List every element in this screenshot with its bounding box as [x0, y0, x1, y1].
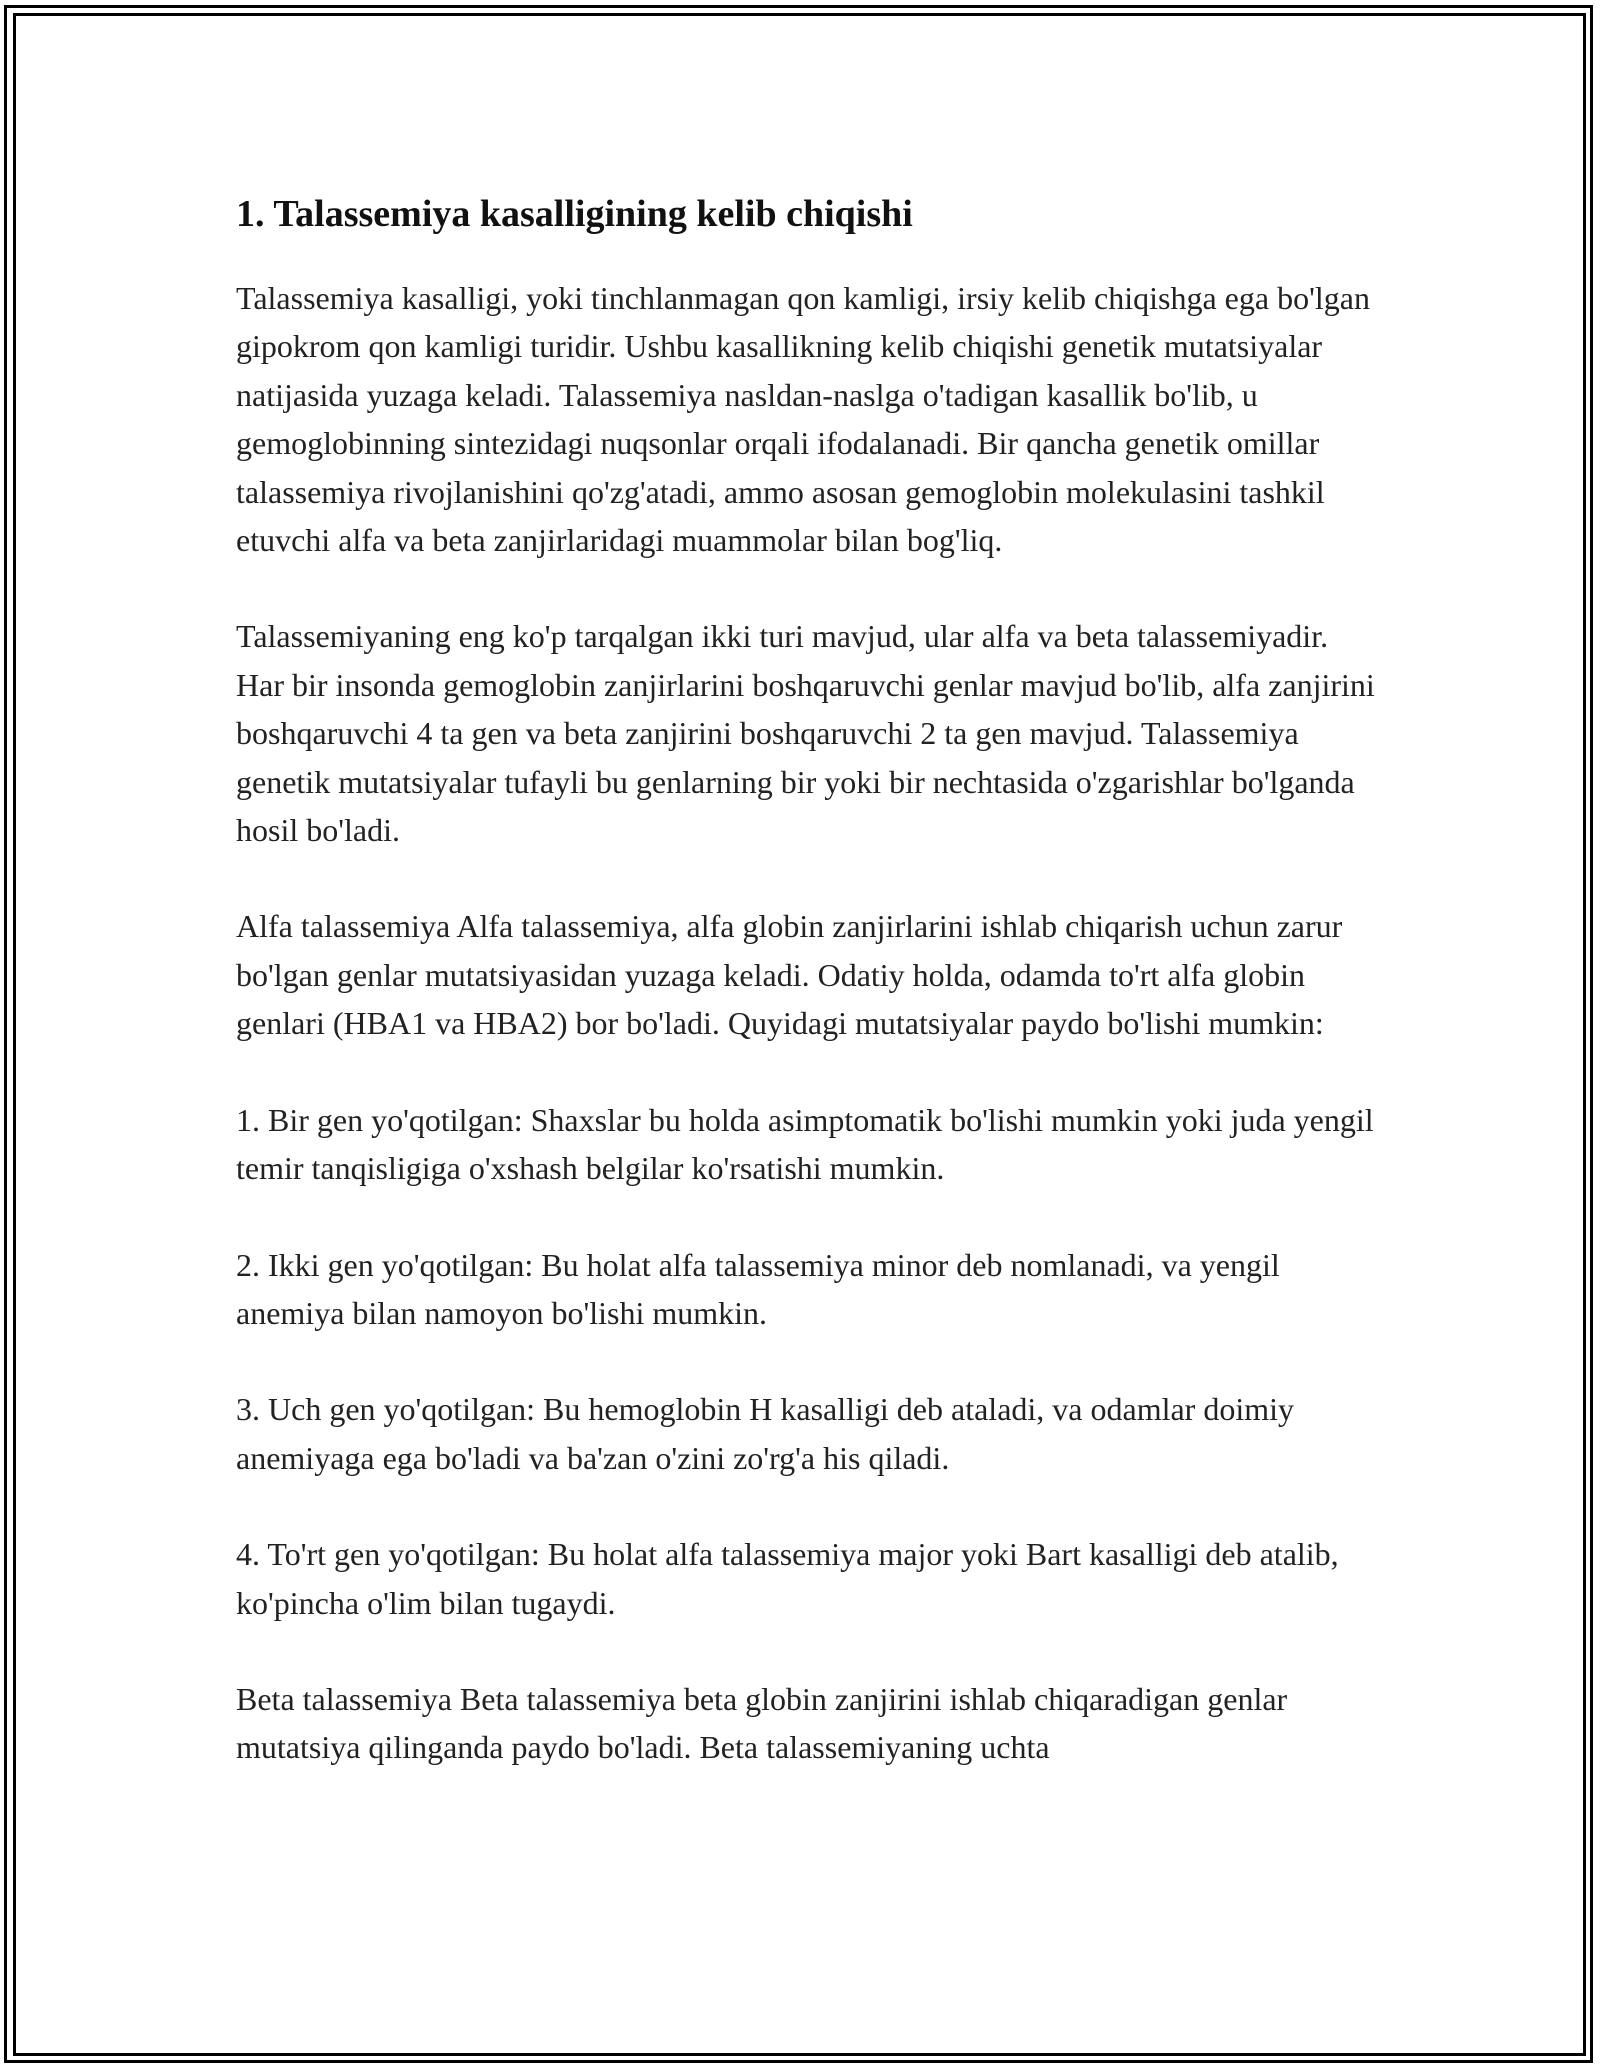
document-body: [236, 180, 1376, 1820]
list-item-one-gene: 1. Bir gen yo'qotilgan: Shaxslar bu holda asimptomatik bo'lishi mumkin yoki juda yengil temir tanqisligiga o'xshash belgilar ko'rsatishi mumkin.: [236, 1101, 1374, 1187]
paragraph-beta-intro: Beta talassemiya Beta talassemiya beta globin zanjirini ishlab chiqaradigan genlar mutatsiya qilinganda paydo bo'ladi. Beta talassemiyaning uchta: [236, 1680, 1288, 1766]
list-item-three-genes: 3. Uch gen yo'qotilgan: Bu hemoglobin H kasalligi deb ataladi, va odamlar doimiy anemiyaga ega bo'ladi va ba'zan o'zini zo'rg'a his qiladi.: [236, 1391, 1294, 1476]
section-heading: 1. Talassemiya kasalligining kelib chiqishi: [236, 193, 913, 235]
paragraph-alpha-intro: Alfa talassemiya Alfa talassemiya, alfa globin zanjirlarini ishlab chiqarish uchun zarur bo'lgan genlar mutatsiyasidan yuzaga keladi. Odatiy holda, odamda to'rt alfa globin genlari (HBA1 va HBA2) bor bo'ladi. Quyidagi mutatsiyalar paydo bo'lishi mumkin:: [236, 908, 1343, 1042]
paragraph-types: Talassemiyaning eng ko'p tarqalgan ikki turi mavjud, ular alfa va beta talassemiyadir. Har bir insonda gemoglobin zanjirlarini boshqaruvchi genlar mavjud bo'lib, alfa zanjirini boshqaruvchi 4 ta gen va beta zanjirini boshqaruvchi 2 ta gen mavjud. Talassemiya genetik mutatsiyalar tufayli bu genlarning bir yoki bir nechtasida o'zgarishlar bo'lganda hosil bo'ladi.: [236, 618, 1375, 849]
list-item-four-genes: 4. To'rt gen yo'qotilgan: Bu holat alfa talassemiya major yoki Bart kasalligi deb atalib, ko'pincha o'lim bilan tugaydi.: [236, 1536, 1339, 1621]
paragraph-origin: Talassemiya kasalligi, yoki tinchlanmagan qon kamligi, irsiy kelib chiqishga ega bo'lgan gipokrom qon kamligi turidir. Ushbu kasallikning kelib chiqishi genetik mutatsiyalar natijasida yuzaga keladi. Talassemiya nasldan-naslga o'tadigan kasallik bo'lib, u gemoglobinning sintezidagi nuqsonlar orqali ifodalanadi. Bir qancha genetik omillar talassemiya rivojlanishini qo'zg'atadi, ammo asosan gemoglobin molekulasini tashkil etuvchi alfa va beta zanjirlaridagi muammolar bilan bog'liq.: [236, 280, 1370, 559]
list-item-two-genes: 2. Ikki gen yo'qotilgan: Bu holat alfa talassemiya minor deb nomlanadi, va yengil anemiya bilan namoyon bo'lishi mumkin.: [236, 1246, 1280, 1331]
